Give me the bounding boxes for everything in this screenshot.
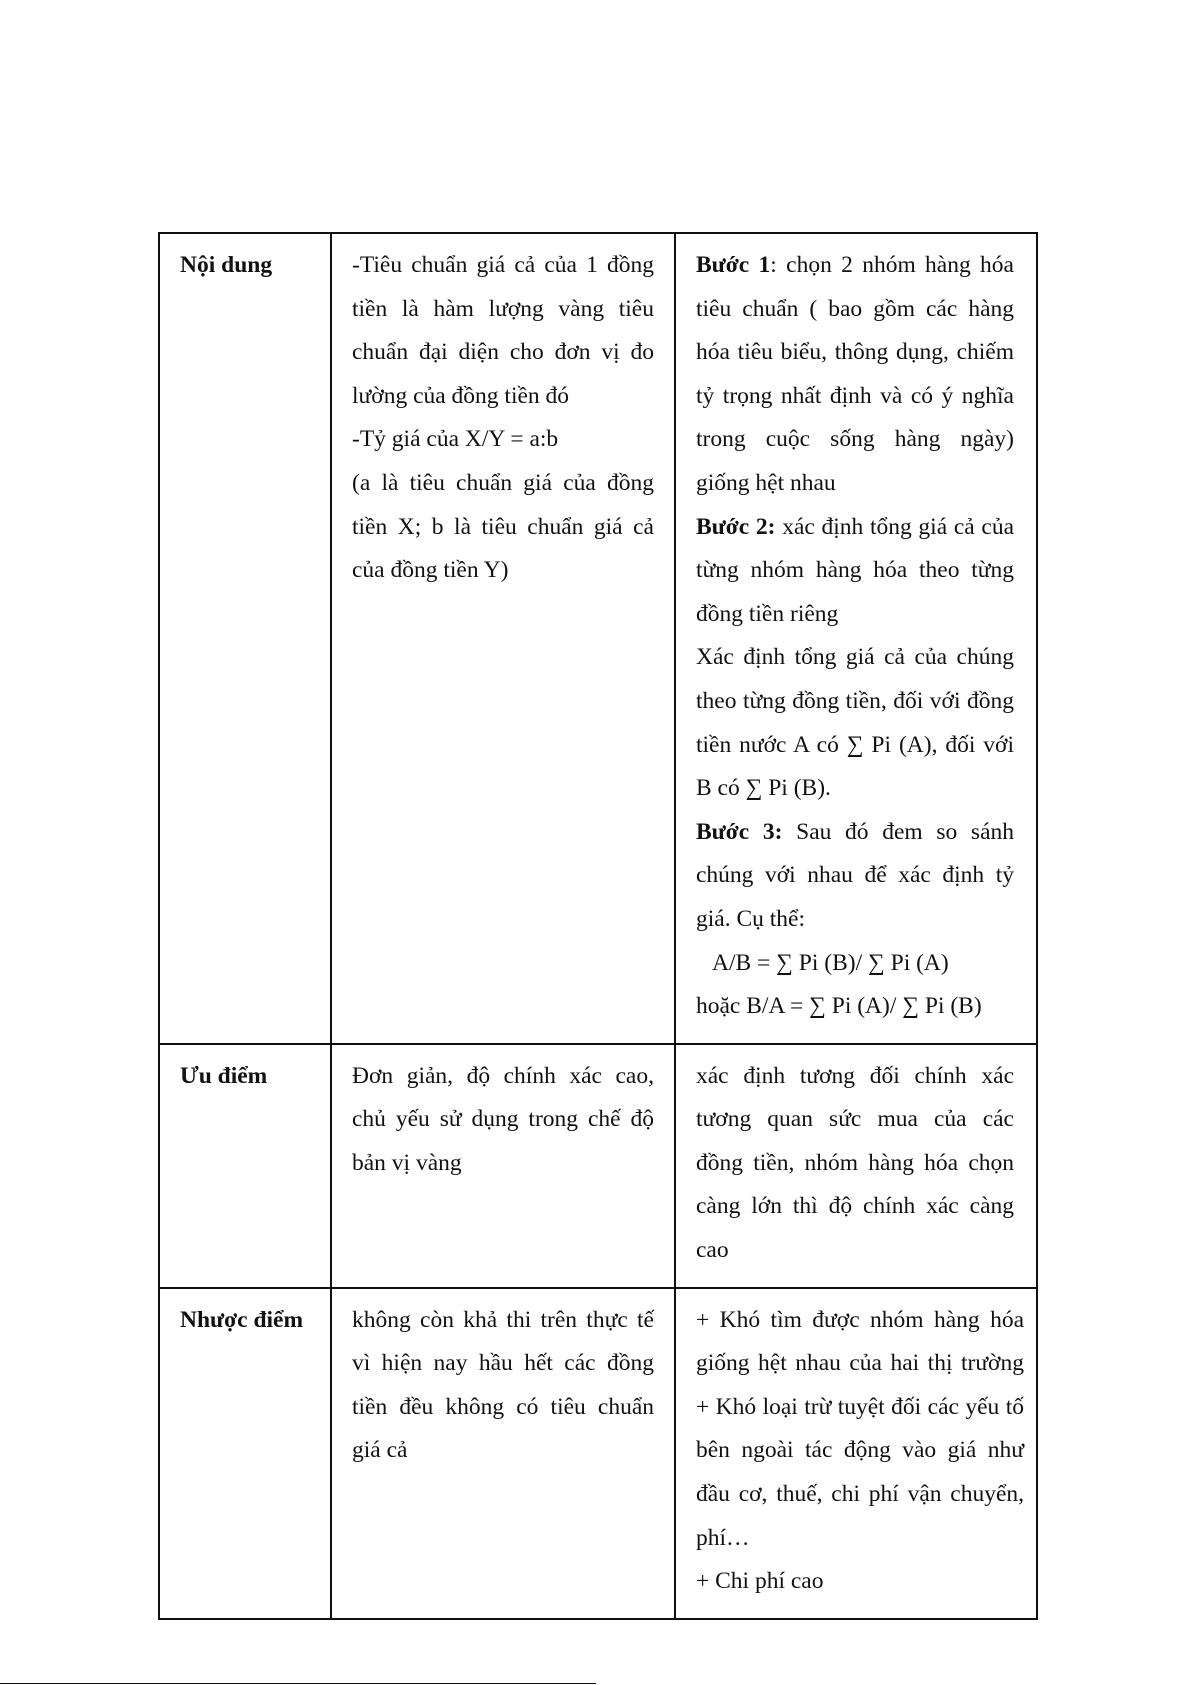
step-label: Bước 2: — [696, 513, 776, 540]
method1-cell — [331, 1044, 675, 1288]
formula: A/B = ∑ Pi (B)/ ∑ Pi (A) — [712, 949, 949, 976]
method2-cell — [675, 1288, 1037, 1619]
method2-cell — [675, 233, 1037, 1044]
content-text: + Chi phí cao — [696, 1568, 824, 1595]
footnote-separator — [0, 1683, 596, 1684]
table-row — [159, 233, 1037, 1044]
step-2-detail: Xác định tổng giá cả của chúng theo từng đồng tiền, đối với đồng tiền nước A có ∑ Pi (A), đối với B có ∑ Pi (B). — [696, 644, 1014, 802]
method1-cell — [331, 233, 675, 1044]
step-text: Sau đó đem so sánh chúng với nhau để xác định tỷ giá. Cụ thể: — [696, 818, 1014, 932]
content-text: Đơn giản, độ chính xác cao, chủ yếu sử dụng trong chế độ bản vị vàng — [352, 1062, 654, 1176]
step-label: Bước 3: — [696, 818, 783, 845]
step-text: xác định tổng giá cả của từng nhóm hàng hóa theo từng đồng tiền riêng — [696, 513, 1015, 627]
table-row — [159, 1044, 1037, 1288]
row-label: Nội dung — [180, 252, 273, 278]
content-text: -Tiêu chuẩn giá cả của 1 đồng tiền là hàm lượng vàng tiêu chuẩn đại diện cho đơn vị đo lường của đồng tiền đó — [352, 252, 654, 409]
row-label: Nhược điểm — [180, 1306, 304, 1333]
row-label: Ưu điểm — [180, 1062, 268, 1089]
comparison-table — [158, 232, 1038, 1620]
content-text: + Khó tìm được nhóm hàng hóa giống hệt nhau của hai thị trường + Khó loại trừ tuyệt đối các yếu tố bên ngoài tác động vào giá như đầu cơ, thuế, chi phí vận chuyển, phí… — [696, 1306, 1024, 1551]
step-label: Bước 1 — [696, 252, 771, 278]
content-text: -Tỷ giá của X/Y = a:b — [352, 426, 559, 453]
step-3 — [696, 811, 1014, 942]
content-text: xác định tương đối chính xác tương quan sức mua của các đồng tiền, nhóm hàng hóa chọn càng lớn thì độ chính xác càng cao — [696, 1062, 1014, 1264]
content-text: không còn khả thi trên thực tế vì hiện nay hầu hết các đồng tiền đều không có tiêu chuẩn giá cả — [352, 1306, 654, 1464]
step-1 — [696, 244, 1014, 506]
row-label-cell — [159, 1288, 331, 1619]
method1-cell — [331, 1288, 675, 1619]
method2-cell — [675, 1044, 1037, 1288]
step-text: : chọn 2 nhóm hàng hóa tiêu chuẩn ( bao gồm các hàng hóa tiêu biểu, thông dụng, chiếm tỷ trọng nhất định và có ý nghĩa trong cuộc sống hàng ngày) giống hệt nhau — [696, 252, 1014, 496]
formula: hoặc B/A = ∑ Pi (A)/ ∑ Pi (B) — [696, 993, 982, 1020]
content-text: (a là tiêu chuẩn giá của đồng tiền X; b là tiêu chuẩn giá cả của đồng tiền Y) — [352, 469, 654, 584]
row-label-cell — [159, 1044, 331, 1288]
table-row — [159, 1288, 1037, 1619]
row-label-cell — [159, 233, 331, 1044]
step-2 — [696, 506, 1014, 637]
